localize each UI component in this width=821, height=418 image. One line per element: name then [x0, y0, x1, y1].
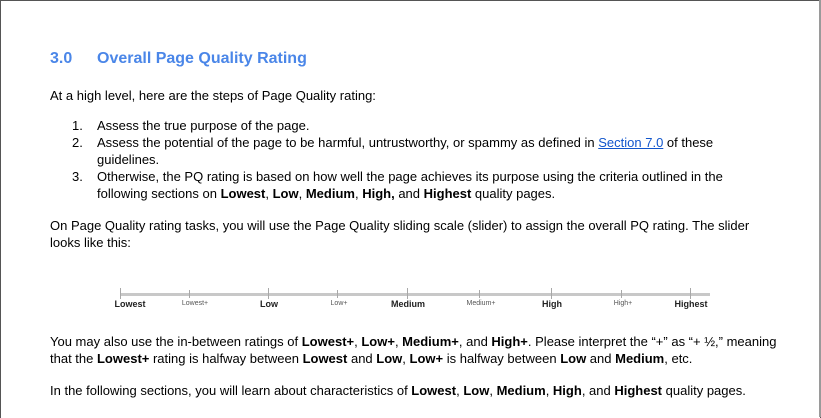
para-text: quality pages. [662, 383, 746, 398]
rating-term: High+ [491, 334, 528, 349]
para-text: rating is halfway between [149, 351, 303, 366]
para-text: . Please interpret the “+” as “+ ½,” meaning that the [50, 334, 777, 366]
para-text: , [456, 383, 464, 398]
rating-term: Low [560, 351, 587, 366]
rating-term: High, [362, 186, 395, 201]
slider-label-low-plus: Low+ [330, 300, 348, 307]
rating-term: Highest [423, 186, 472, 201]
slider-tick [690, 288, 691, 299]
separator: , [298, 186, 306, 201]
rating-term: Medium [305, 186, 355, 201]
para-text: , [402, 351, 410, 366]
pq-rating-slider [110, 288, 710, 318]
slider-label-lowest: Lowest [114, 299, 146, 309]
slider-tick [479, 290, 480, 298]
step-text: quality pages. [471, 186, 556, 201]
step-number: 1. [72, 118, 83, 133]
rating-term: Low [376, 351, 403, 366]
para-text: In the following sections, you will learn about characteristics of [50, 383, 412, 398]
section-title: Overall Page Quality Rating [97, 50, 307, 67]
rating-term: Lowest+ [301, 334, 355, 349]
slider-label-low: Low [260, 299, 278, 309]
step-number: 3. [72, 169, 83, 184]
para-text: is halfway between [443, 351, 561, 366]
step-text: of these guidelines. [97, 135, 714, 167]
slider-tick [551, 288, 552, 299]
rating-term: Medium [496, 383, 546, 398]
section-heading [50, 50, 307, 68]
step-number: 2. [72, 135, 83, 150]
para-text: and [586, 351, 616, 366]
step-text: Otherwise, the PQ rating is based on how well the page achieves its purpose using the criteria outlined in the following sections on [97, 169, 723, 201]
slider-label-medium-plus: Medium+ [466, 300, 496, 307]
separator: , [265, 186, 273, 201]
step-item [72, 117, 762, 134]
in-between-paragraph [50, 333, 780, 367]
para-text: , [489, 383, 497, 398]
slider-label-high: High [542, 299, 562, 309]
rating-term: High [552, 383, 582, 398]
slider-tick [120, 288, 121, 299]
rating-term: Low+ [361, 334, 395, 349]
slider-tick [189, 290, 190, 298]
step-text: Assess the potential of the page to be harmful, untrustworthy, or spammy as defined in [97, 135, 599, 150]
slider-paragraph: On Page Quality rating tasks, you will use the Page Quality sliding scale (slider) to assign the overall PQ rating. The slider looks like this: [50, 218, 750, 250]
rating-term: Lowest [220, 186, 266, 201]
para-text: , [545, 383, 553, 398]
separator: and [394, 186, 424, 201]
step-item [72, 134, 762, 168]
para-text: , and [458, 334, 492, 349]
rating-term: Lowest [411, 383, 457, 398]
rating-term: Low+ [409, 351, 444, 366]
section-number: 3.0 [50, 50, 73, 67]
rating-term: Medium [615, 351, 665, 366]
slider-label-high-plus: High+ [613, 300, 633, 307]
separator: , [354, 186, 363, 201]
para-text: and [347, 351, 377, 366]
para-text: , and [581, 383, 615, 398]
section-7-link[interactable]: Section 7.0 [598, 135, 664, 150]
slider-tick [407, 288, 408, 299]
slider-label-medium: Medium [390, 299, 426, 309]
intro-paragraph: At a high level, here are the steps of Page Quality rating: [50, 88, 376, 103]
slider-tick [337, 290, 338, 298]
slider-label-highest: Highest [674, 299, 708, 309]
slider-tick [268, 288, 269, 299]
rating-term: Lowest+ [96, 351, 150, 366]
slider-tick [621, 290, 622, 298]
final-paragraph [50, 382, 780, 399]
rating-term: Lowest [302, 351, 348, 366]
rating-term: Medium+ [402, 334, 459, 349]
rating-term: Highest [614, 383, 663, 398]
para-text: , [354, 334, 362, 349]
rating-term: Low [272, 186, 299, 201]
rating-term: Low [463, 383, 490, 398]
step-text: Assess the true purpose of the page. [97, 118, 310, 133]
step-item [72, 168, 762, 202]
slider-label-lowest-plus: Lowest+ [181, 300, 209, 307]
para-text: , etc. [664, 351, 693, 366]
para-text: , [394, 334, 403, 349]
para-text: You may also use the in-between ratings of [50, 334, 302, 349]
steps-list [72, 117, 762, 202]
